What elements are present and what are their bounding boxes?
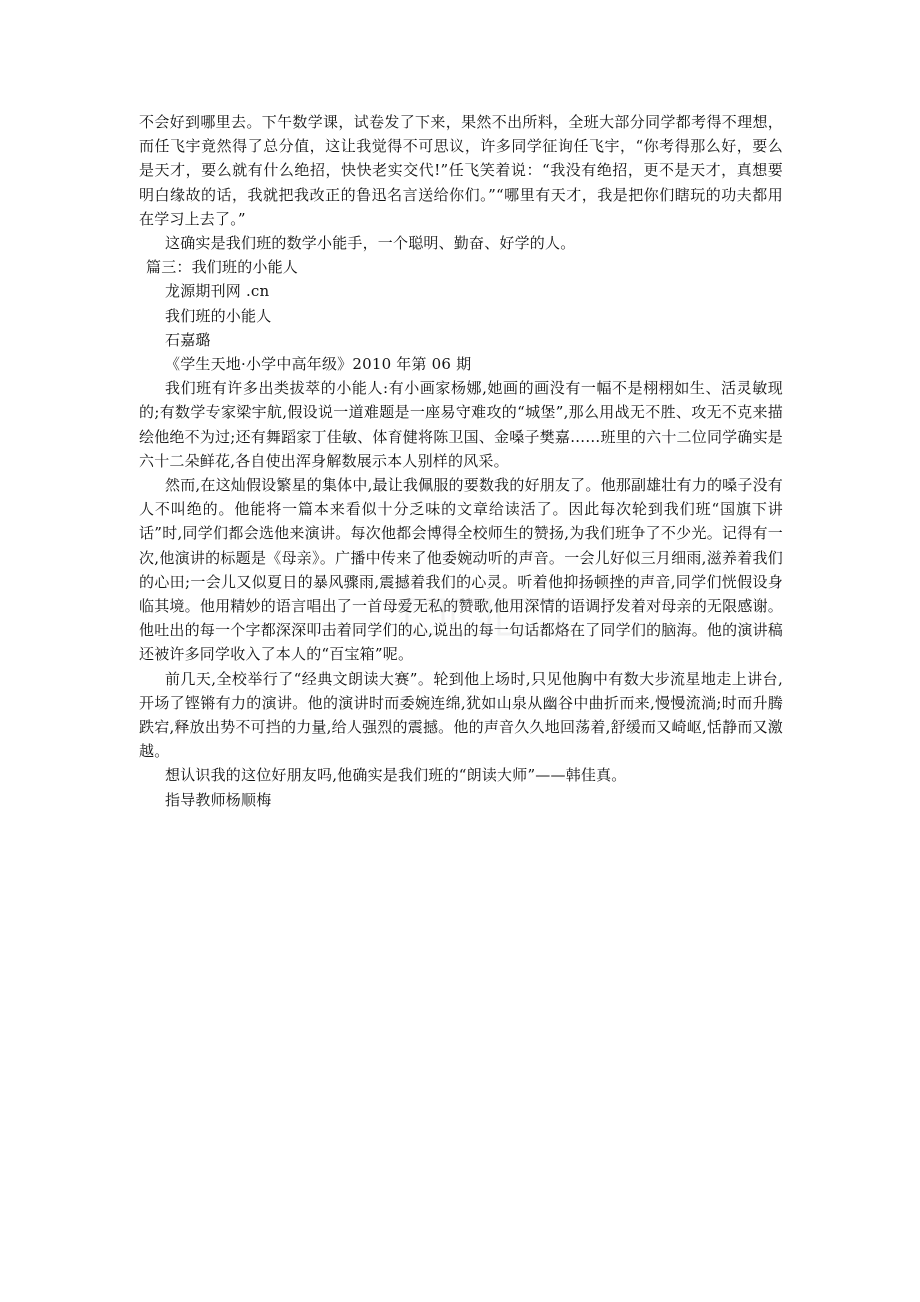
section-heading: 篇三：我们班的小能人: [146, 258, 299, 277]
paragraph-body-3: 前几天,全校举行了“经典文朗读大赛”。轮到他上场时,只见他胸中有数大步流星地走上讲台,开场了铿锵有力的演讲。他的演讲时而委婉连绵,犹如山泉从幽谷中曲折而来,慢慢流淌;时而升腾跌宕,释放出势不可挡的力量,给人强烈的震撼。他的声音久久地回荡着,舒缓而又崎岖,恬静而又激越。: [139, 669, 783, 761]
paragraph-continuation: 不会好到哪里去。下午数学课，试卷发了下来，果然不出所料，全班大部分同学都考得不理想，而任飞宇竟然得了总分值，这让我觉得不可思议，许多同学征询任飞宇，“你考得那么好，要么是天才，要么就有什么绝招，快快老实交代!”任飞笑着说：“我没有绝招，更不是天才，真想要明白缘故的话，我就把我改正的鲁迅名言送给你们。”“哪里有天才，我是把你们瞎玩的功夫都用在学习上去了。”: [139, 113, 783, 228]
teacher-credit: 指导教师杨顺梅: [165, 790, 272, 809]
paragraph-conclusion: 想认识我的这位好朋友吗,他确实是我们班的“朗读大师”——韩佳真。: [165, 766, 627, 785]
article-publication: 《学生天地·小学中高年级》2010 年第 06 期: [165, 355, 472, 374]
source-site: 龙源期刊网 .cn: [165, 282, 270, 301]
document-page: [139, 110, 783, 812]
paragraph-body-1: 我们班有许多出类拔萃的小能人:有小画家杨娜,她画的画没有一幅不是栩栩如生、活灵敏现的;有数学专家梁宇航,假设说一道难题是一座易守难攻的“城堡”,那么用战无不胜、攻无不克来描绘他绝不为过;还有舞蹈家丁佳敏、体育健将陈卫国、金嗓子樊嘉……班里的六十二位同学确实是六十二朵鲜花,各自使出浑身解数展示本人别样的风采。: [139, 379, 783, 470]
article-title: 我们班的小能人: [165, 306, 272, 325]
paragraph-body-2: 然而,在这灿假设繁星的集体中,最让我佩服的要数我的好朋友了。他那副雄壮有力的嗓子没有人不叫绝的。他能将一篇本来看似十分乏味的文章给读活了。因此每次轮到我们班“国旗下讲话”时,同学们都会选他来演讲。每次他都会博得全校师生的赞扬,为我们班争了不少光。记得有一次,他演讲的标题是《母亲》。广播中传来了他委婉动听的声音。一会儿好似三月细雨,滋养着我们的心田;一会儿又似夏日的暴风骤雨,震撼着我们的心灵。听着他抑扬顿挫的声音,同学们恍假设身临其境。他用精妙的语言唱出了一首母爱无私的赞歌,他用深情的语调抒发着对母亲的无限感谢。他吐出的每一个字都深深叩击着同学们的心,说出的每一句话都烙在了同学们的脑海。他的演讲稿还被许多同学收入了本人的“百宝箱”呢。: [139, 476, 783, 664]
article-author: 石嘉璐: [165, 330, 211, 349]
paragraph-summary: 这确实是我们班的数学小能手，一个聪明、勤奋、好学的人。: [165, 234, 576, 253]
